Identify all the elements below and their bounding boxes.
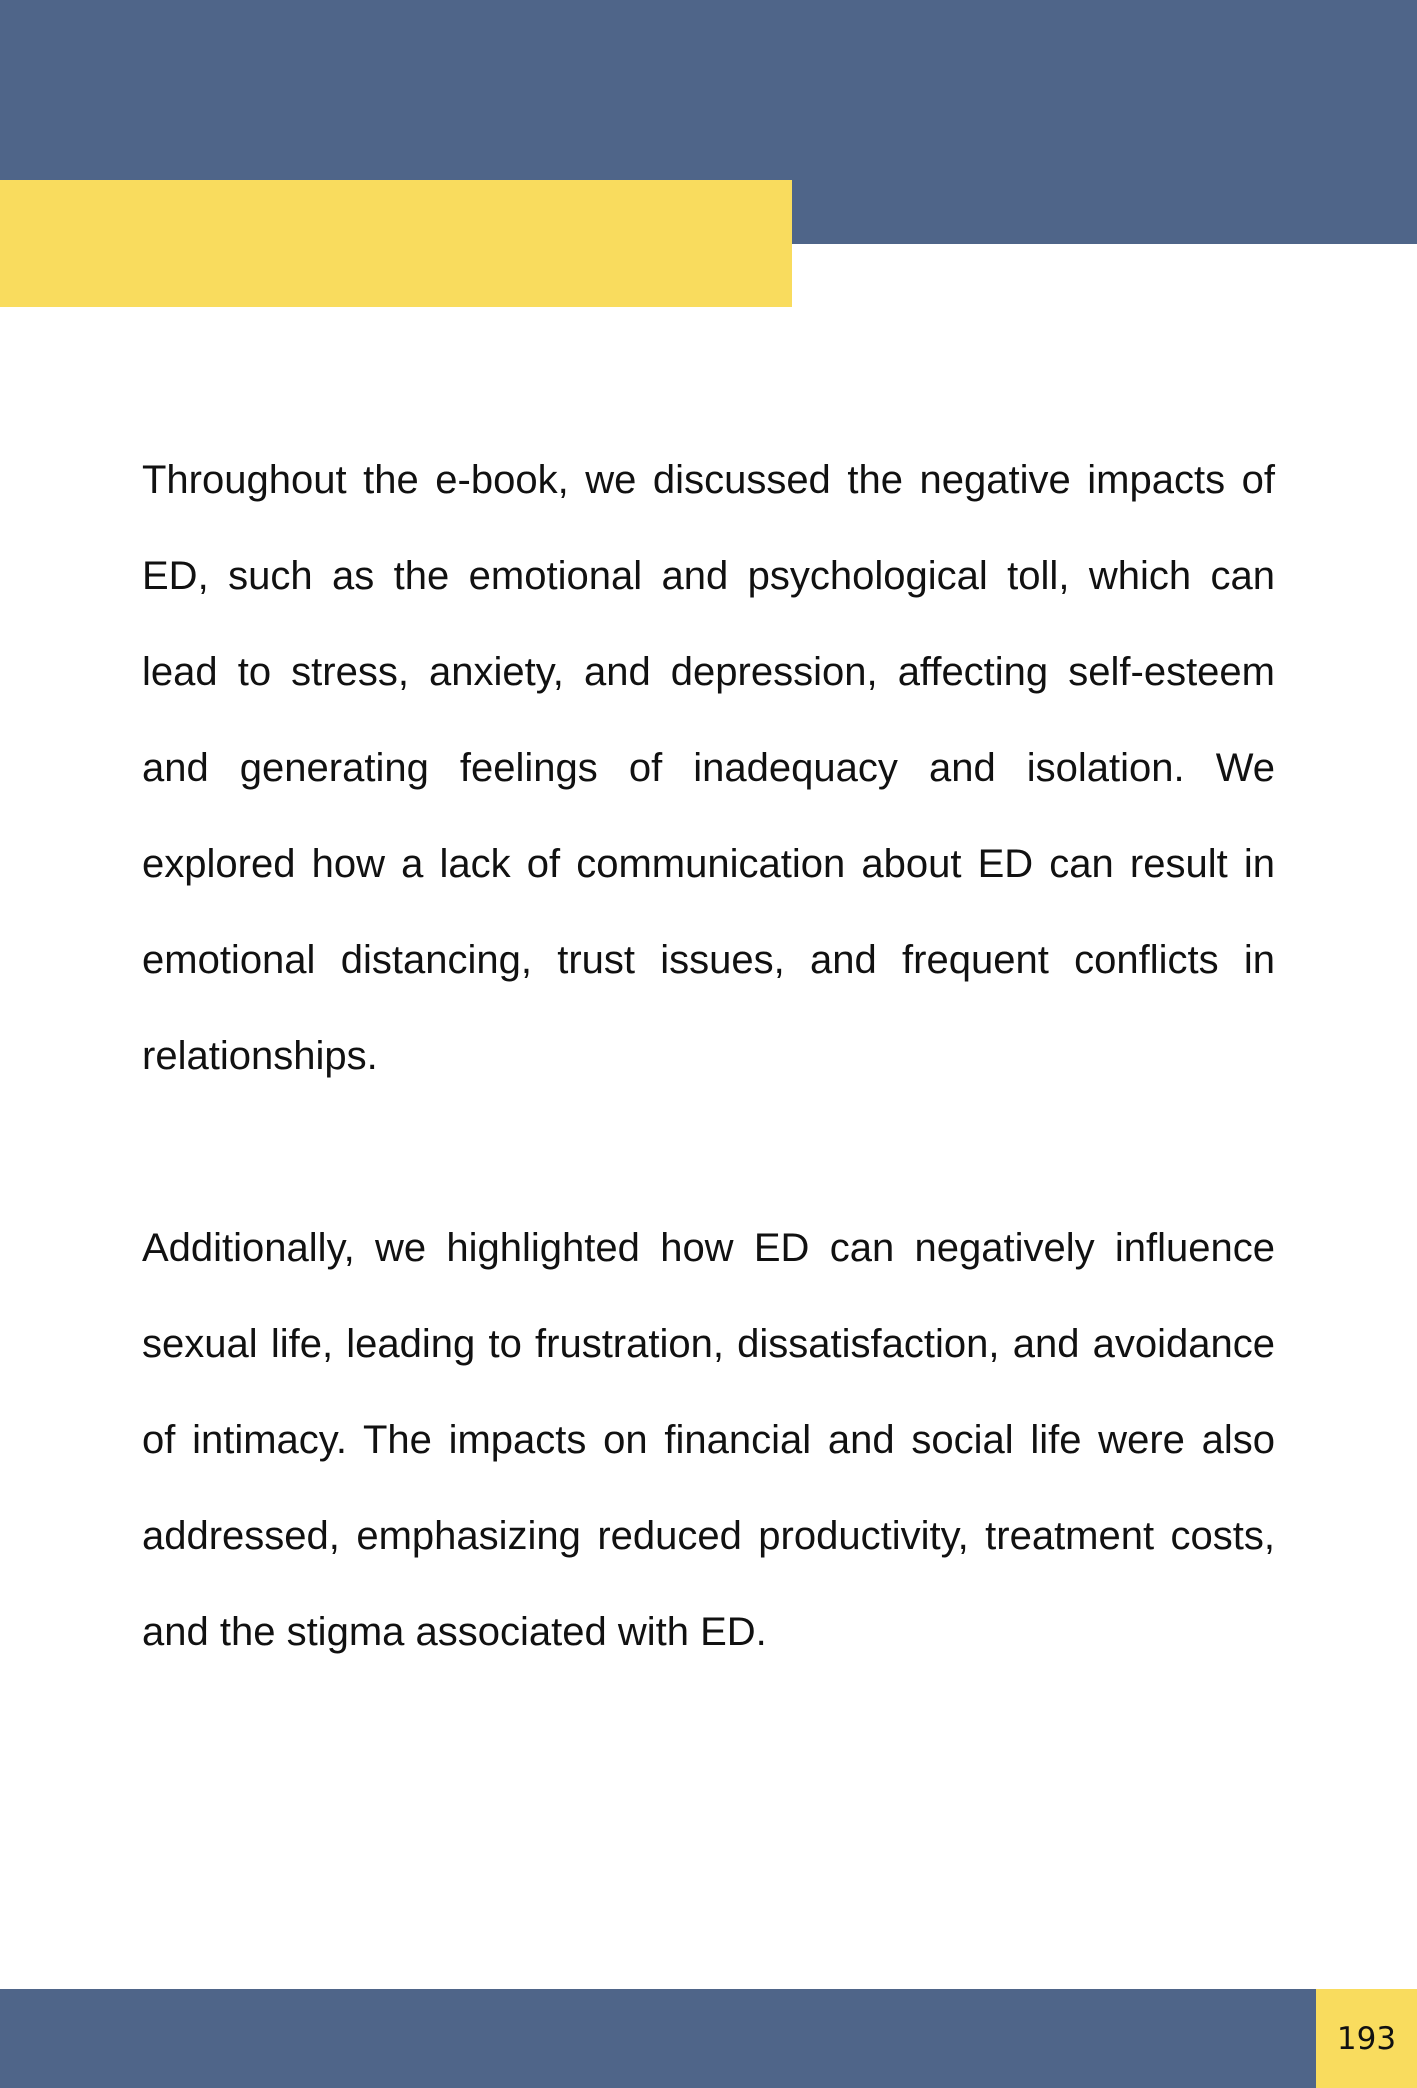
header-accent-bar (0, 180, 792, 307)
page-number: 193 (1316, 1989, 1417, 2088)
header-notch (792, 244, 1417, 307)
body-text (142, 432, 1275, 1776)
footer-band (0, 1989, 1316, 2088)
paragraph-2: Additionally, we highlighted how ED can negatively influence sexual life, leading to frustration, dissatisfaction, and avoidance of intimacy. The impacts on financial and social life were also addressed, emphasizing reduced productivity, treatment costs, and the stigma associated with ED. (142, 1226, 1275, 1654)
paragraph-1: Throughout the e-book, we discussed the negative impacts of ED, such as the emotional and psychological toll, which can lead to stress, anxiety, and depression, affecting self-esteem and generating feelings of inadequacy and isolation. We explored how a lack of communication about ED can result in emotional distancing, trust issues, and frequent conflicts in relationships. (142, 458, 1275, 1078)
